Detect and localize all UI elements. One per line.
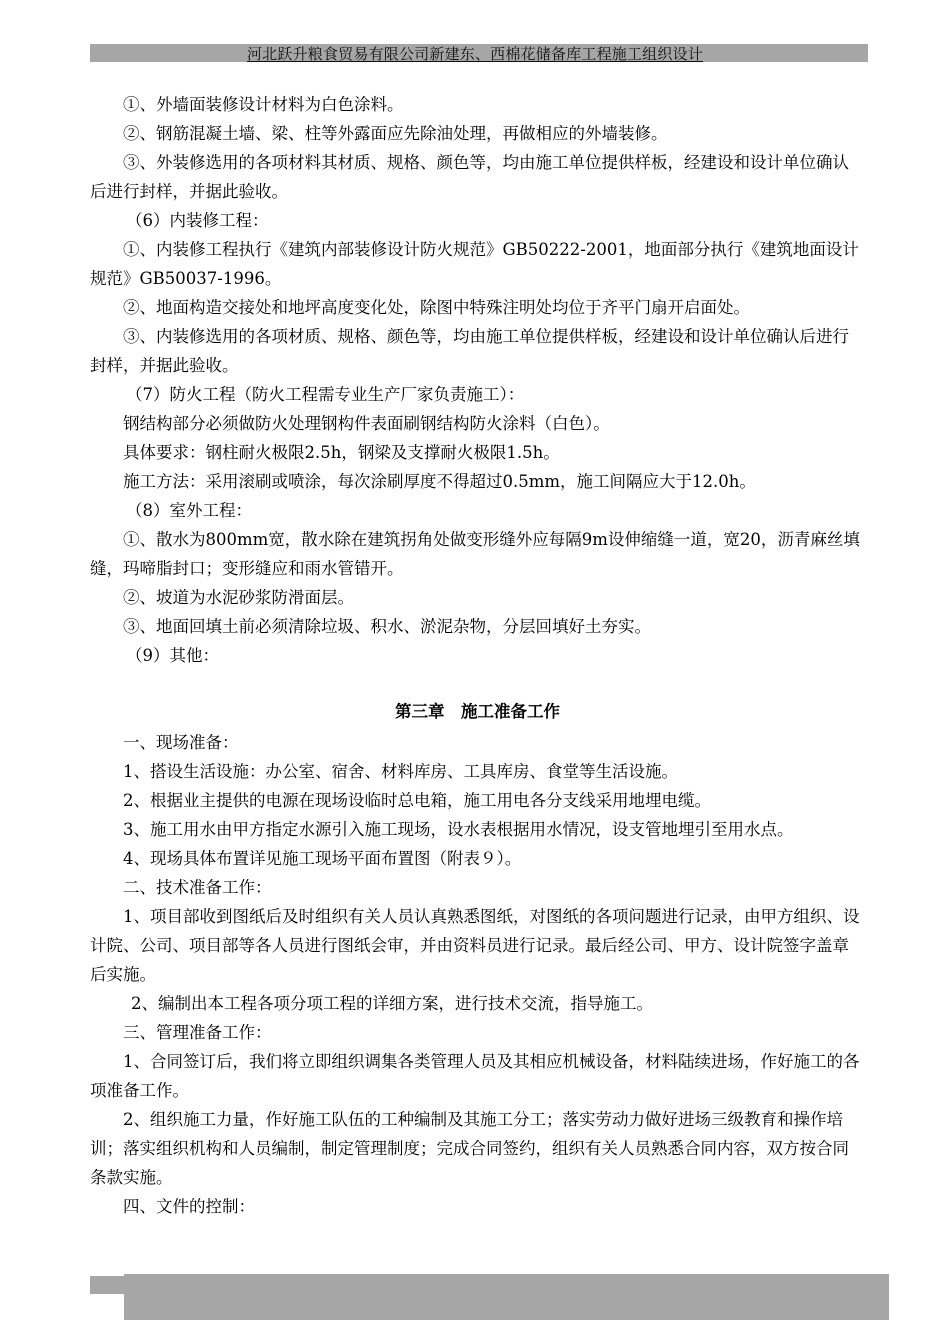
- paragraph: ②、钢筋混凝土墙、梁、柱等外露面应先除油处理，再做相应的外墙装修。: [123, 124, 668, 143]
- footer-bar-left: [90, 1276, 124, 1294]
- paragraph: 1、项目部收到图纸后及时组织有关人员认真熟悉图纸，对图纸的各项问题进行记录，由甲方组织、设计院、公司、项目部等各人员进行图纸会审，并由资料员进行记录。最后经公司、甲方、设计院签字盖章后实施。: [90, 907, 860, 984]
- paragraph: 4、现场具体布置详见施工现场平面布置图（附表９）。: [123, 849, 522, 868]
- paragraph: 2、根据业主提供的电源在现场设临时总电箱，施工用电各分支线采用地埋电缆。: [123, 791, 711, 810]
- paragraph: 3、施工用水由甲方指定水源引入施工现场，设水表根据用水情况，设支管地埋引至用水点。: [123, 820, 794, 839]
- paragraph: ②、坡道为水泥砂浆防滑面层。: [123, 588, 354, 607]
- paragraph: ①、散水为800mm宽，散水除在建筑拐角处做变形缝外应每隔9m设伸缩缝一道，宽20，沥青麻丝填缝，玛啼脂封口；变形缝应和雨水管错开。: [90, 530, 860, 578]
- paragraph: ③、地面回填土前必须清除垃圾、积水、淤泥杂物，分层回填好土夯实。: [123, 617, 651, 636]
- footer-bar: [124, 1274, 889, 1320]
- paragraph: 2、编制出本工程各项分项工程的详细方案，进行技术交流，指导施工。: [131, 994, 653, 1013]
- paragraph: 2、组织施工力量，作好施工队伍的工种编制及其施工分工；落实劳动力做好进场三级教育和操作培训；落实组织机构和人员编制，制定管理制度；完成合同签约，组织有关人员熟悉合同内容，双方按合同条款实施。: [90, 1110, 849, 1187]
- section-heading: 一、现场准备：: [123, 733, 239, 752]
- header: [0, 44, 950, 64]
- section-heading: （6）内装修工程：: [126, 211, 269, 230]
- chapter-title: 第三章 施工准备工作: [395, 702, 560, 721]
- paragraph: ①、外墙面装修设计材料为白色涂料。: [123, 95, 404, 114]
- paragraph: 施工方法：采用滚刷或喷涂，每次涂刷厚度不得超过0.5mm，施工间隔应大于12.0h。: [123, 472, 756, 491]
- paragraph: ③、内装修选用的各项材质、规格、颜色等，均由施工单位提供样板，经建设和设计单位确认后进行封样，并据此验收。: [90, 327, 849, 375]
- section-heading: 三、管理准备工作：: [123, 1023, 272, 1042]
- section-heading: （9）其他：: [126, 646, 219, 665]
- paragraph: 具体要求：钢柱耐火极限2.5h，钢梁及支撑耐火极限1.5h。: [123, 443, 560, 462]
- section-heading: （8）室外工程：: [126, 501, 252, 520]
- section-heading: （7）防火工程（防火工程需专业生产厂家负责施工）：: [126, 385, 525, 404]
- paragraph: 1、搭设生活设施：办公室、宿舍、材料库房、工具库房、食堂等生活设施。: [123, 762, 678, 781]
- section-heading: 四、文件的控制：: [123, 1197, 255, 1216]
- paragraph: 1、合同签订后，我们将立即组织调集各类管理人员及其相应机械设备，材料陆续进场，作好施工的各项准备工作。: [90, 1052, 860, 1100]
- document-body: [90, 90, 865, 1221]
- section-heading: 二、技术准备工作：: [123, 878, 272, 897]
- paragraph: ①、内装修工程执行《建筑内部装修设计防火规范》GB50222-2001，地面部分执行《建筑地面设计规范》GB50037-1996。: [90, 240, 859, 288]
- paragraph: ③、外装修选用的各项材料其材质、规格、颜色等，均由施工单位提供样板，经建设和设计单位确认后进行封样，并据此验收。: [90, 153, 849, 201]
- header-title: 河北跃升粮食贸易有限公司新建东、西棉花储备库工程施工组织设计: [246, 45, 703, 63]
- paragraph: 钢结构部分必须做防火处理钢构件表面刷钢结构防火涂料（白色）。: [123, 414, 610, 433]
- paragraph: ②、地面构造交接处和地坪高度变化处，除图中特殊注明处均位于齐平门扇开启面处。: [123, 298, 750, 317]
